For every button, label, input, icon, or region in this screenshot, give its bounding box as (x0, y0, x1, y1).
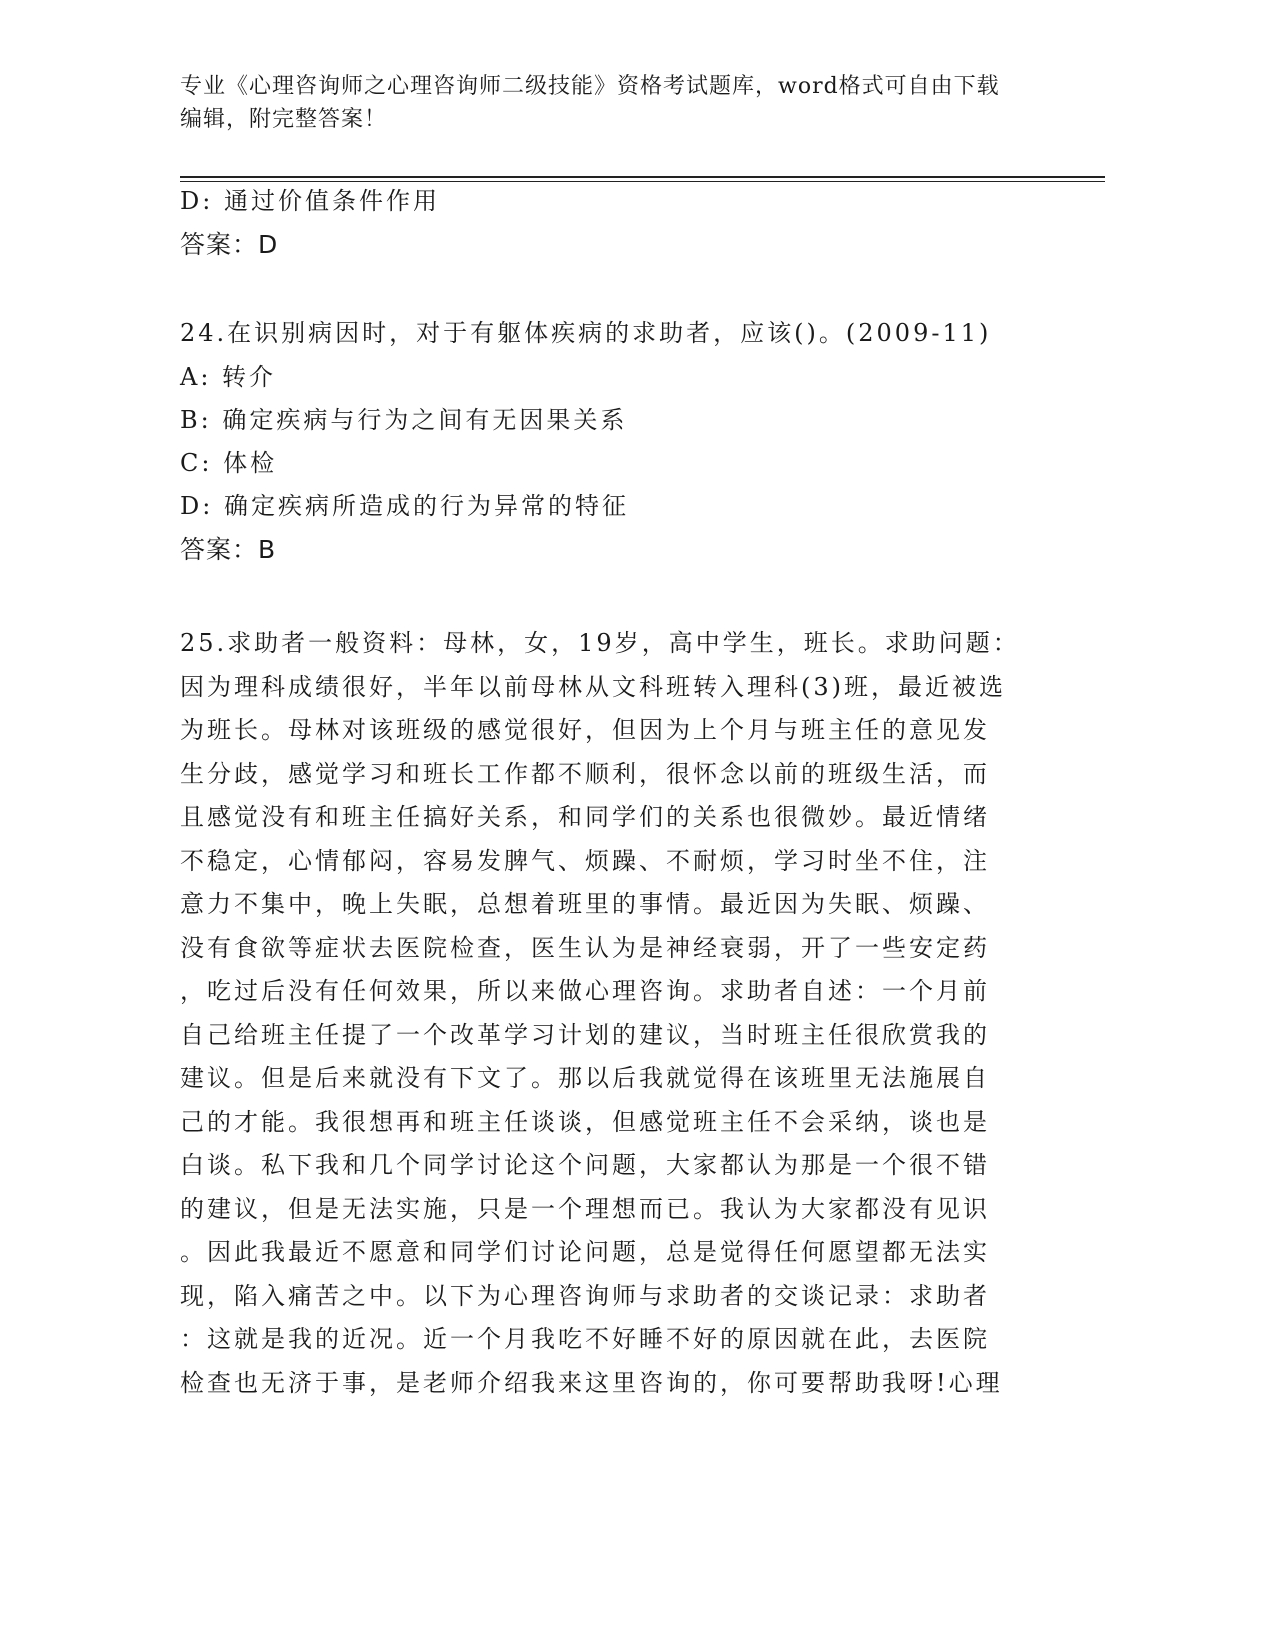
q25-line: 己的才能。我很想再和班主任谈谈，但感觉班主任不会采纳，谈也是 (180, 1107, 990, 1136)
q25-line: 为班长。母林对该班级的感觉很好，但因为上个月与班主任的意见发 (180, 716, 990, 744)
q25-line: ，吃过后没有任何效果，所以来做心理咨询。求助者自述：一个月前 (180, 977, 990, 1005)
q25-line: 建议。但是后来就没有下文了。那以后我就觉得在该班里无法施展自 (180, 1064, 990, 1092)
q24-option-a: A: 转介 (180, 363, 277, 391)
q25-line: 的建议，但是无法实施，只是一个理想而已。我认为大家都没有见识 (180, 1194, 990, 1223)
q24-option-d: D: 确定疾病所造成的行为异常的特征 (180, 492, 629, 520)
header-divider-thin (180, 181, 1105, 182)
q25-line: ：这就是我的近况。近一个月我吃不好睡不好的原因就在此，去医院 (180, 1325, 990, 1353)
header-divider-thick (180, 176, 1105, 178)
header-line-2: 编辑，附完整答案！ (180, 107, 388, 132)
q25-line: 没有食欲等症状去医院检查，医生认为是神经衰弱，开了一些安定药 (180, 933, 990, 962)
q25-line: 自己给班主任提了一个改革学习计划的建议，当时班主任很欣赏我的 (180, 1020, 990, 1049)
q25-line: 不稳定，心情郁闷，容易发脾气、烦躁、不耐烦，学习时坐不住，注 (180, 846, 990, 875)
q25-line: 生分歧，感觉学习和班长工作都不顺利，很怀念以前的班级生活，而 (180, 759, 990, 788)
q24-option-c: C: 体检 (180, 449, 278, 477)
header-line-1: 专业《心理咨询师之心理咨询师二级技能》资格考试题库，word格式可自由下载 (180, 74, 1000, 99)
q25-line: 25.求助者一般资料：母林，女，19岁，高中学生，班长。求助问题： (180, 629, 1020, 657)
q25-line: 白谈。私下我和几个同学讨论这个问题，大家都认为那是一个很不错 (180, 1151, 990, 1179)
q25-line: 因为理科成绩很好，半年以前母林从文科班转入理科(3)班，最近被选 (180, 672, 1006, 701)
page-header (180, 70, 1050, 136)
q23-option-d: D: 通过价值条件作用 (180, 187, 440, 215)
q24-option-b: B: 确定疾病与行为之间有无因果关系 (180, 406, 628, 434)
q25-line: 且感觉没有和班主任搞好关系，和同学们的关系也很微妙。最近情绪 (180, 803, 990, 831)
q25-paragraph (180, 622, 1030, 1405)
q24-answer: 答案：B (180, 535, 277, 564)
q23-answer: 答案：D (180, 230, 279, 259)
q25-line: 现，陷入痛苦之中。以下为心理咨询师与求助者的交谈记录：求助者 (180, 1281, 990, 1310)
q25-line: 意力不集中，晚上失眠，总想着班里的事情。最近因为失眠、烦躁、 (180, 890, 990, 918)
q25-line: 检查也无济于事，是老师介绍我来这里咨询的，你可要帮助我呀!心理 (180, 1368, 1003, 1397)
q24-stem: 24.在识别病因时，对于有躯体疾病的求助者，应该()。(2009-11) (180, 319, 992, 347)
q25-line: 。因此我最近不愿意和同学们讨论问题，总是觉得任何愿望都无法实 (180, 1238, 990, 1266)
